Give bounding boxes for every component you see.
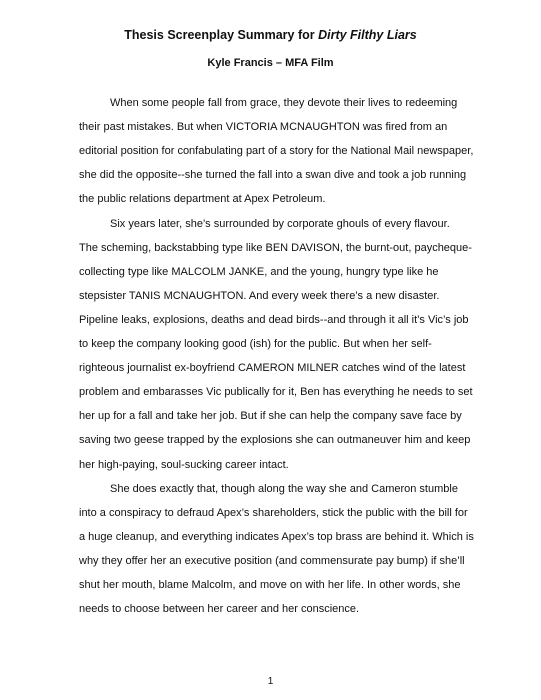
document-title: [0, 27, 541, 43]
body-line: collecting type like MALCOLM JANKE, and the young, hungry type like he: [79, 265, 439, 278]
body-line: Pipeline leaks, explosions, deaths and dead birds--and through it all it’s Vic’s job: [79, 313, 469, 326]
body-line: editorial position for confabulating part of a story for the National Mail newspaper,: [79, 145, 474, 158]
body-line: She does exactly that, though along the way she and Cameron stumble: [110, 482, 458, 495]
body-line: the public relations department at Apex Petroleum.: [79, 193, 326, 206]
body-line: stepsister TANIS MCNAUGHTON. And every week there’s a new disaster.: [79, 289, 440, 302]
body-line: problem and embarasses Vic publically for it, Ben has everything he needs to set: [79, 386, 473, 399]
title-film-name: Dirty Filthy Liars: [318, 28, 417, 42]
body-line: her up for a fall and take her job. But if she can help the company save face by: [79, 410, 462, 423]
body-line: needs to choose between her career and her conscience.: [79, 603, 360, 616]
title-prefix: Thesis Screenplay Summary for: [124, 28, 319, 42]
page-number: 1: [267, 676, 274, 687]
body-line: she did the opposite--she turned the fall into a swan dive and took a job running: [79, 169, 467, 182]
body-line: The scheming, backstabbing type like BEN DAVISON, the burnt-out, paycheque-: [79, 241, 472, 254]
body-line: her high-paying, soul-sucking career intact.: [79, 458, 289, 471]
body-line: righteous journalist ex-boyfriend CAMERON MILNER catches wind of the latest: [79, 362, 466, 375]
body-line: When some people fall from grace, they devote their lives to redeeming: [110, 97, 458, 109]
body-line: to keep the company looking good (ish) for the public. But when her self-: [79, 338, 432, 350]
body-line: Six years later, she’s surrounded by corporate ghouls of every flavour.: [110, 217, 450, 230]
body-line: into a conspiracy to defraud Apex’s shareholders, stick the public with the bill for: [79, 506, 468, 519]
body-line: a huge cleanup, and everything indicates Apex’s top brass are behind it. Which is: [79, 530, 474, 543]
body-line: shut her mouth, blame Malcolm, and move on with her life. In other words, she: [79, 579, 461, 591]
body-line: saving two geese trapped by the explosions she can outmaneuver him and keep: [79, 434, 471, 447]
body-line: their past mistakes. But when VICTORIA MCNAUGHTON was fired from an: [79, 121, 448, 134]
author-line: Kyle Francis – MFA Film: [207, 57, 334, 69]
body-line: why they offer her an executive position (and commensurate pay bump) if she’ll: [79, 554, 465, 567]
